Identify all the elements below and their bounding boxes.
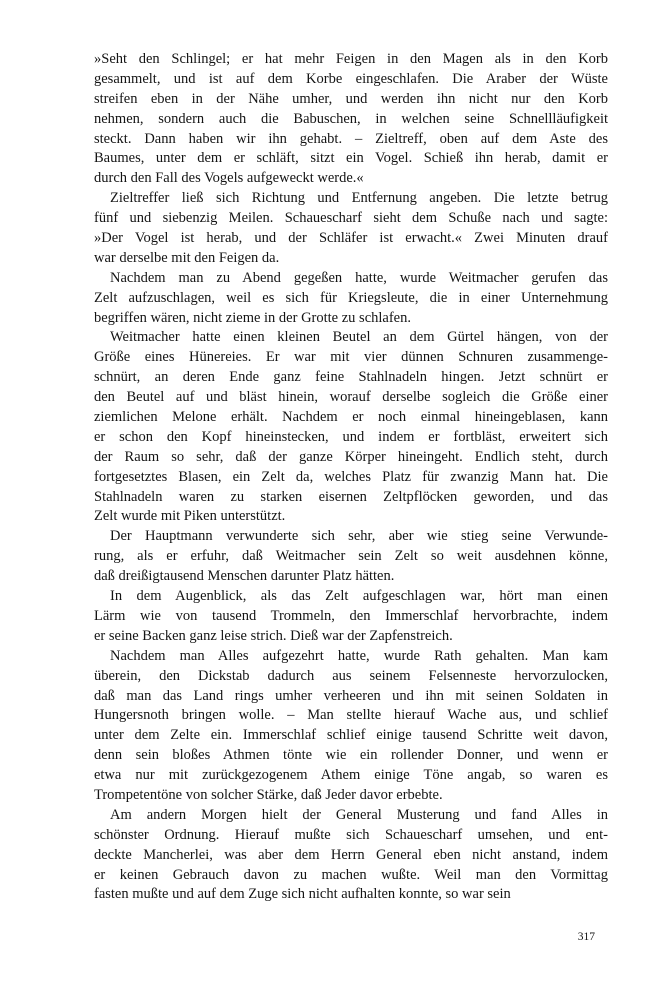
text-line: fünf und siebenzig Meilen. Schauescharf sieht dem Schuße nach und sagte: — [94, 210, 608, 227]
text-line: fortgesetztes Blasen, ein Zelt da, welches Platz für zwanzig Mann hat. Die — [94, 468, 608, 485]
text-block — [94, 50, 608, 905]
text-line: ziemlichen Melone erhält. Nachdem er noch einmal hineingeblasen, kann — [94, 409, 608, 426]
text-line: Nachdem man zu Abend gegeßen hatte, wurde Weitmacher gerufen das — [110, 269, 608, 286]
text-line: schönster Ordnung. Hierauf mußte sich Schauescharf umsehen, und ent- — [94, 826, 608, 843]
text-line: »Seht den Schlingel; er hat mehr Feigen in den Magen als in den Korb — [94, 51, 608, 67]
page-number: 317 — [577, 931, 595, 943]
text-line: nehmen, sondern auch die Babuschen, in welchen seine Schnellläufigkeit — [94, 110, 608, 127]
text-line: Nachdem man Alles aufgezehrt hatte, wurde Rath gehalten. Man kam — [110, 647, 608, 664]
text-line: »Der Vogel ist herab, und der Schläfer ist erwacht.« Zwei Minuten drauf — [94, 230, 608, 247]
text-line: In dem Augenblick, als das Zelt aufgeschlagen war, hört man einen — [110, 588, 608, 605]
text-line: Hungersnoth bringen wolle. – Man stellte hierauf Wache aus, und schlief — [94, 707, 608, 724]
text-line: Der Hauptmann verwunderte sich sehr, aber wie stieg seine Verwunde- — [110, 528, 608, 545]
text-line: steckt. Dann haben wir ihn gehabt. – Zieltreff, oben auf dem Aste des — [94, 130, 608, 147]
text-line: Zelt wurde mit Piken unterstützt. — [94, 508, 286, 525]
text-line: daß man das Land rings umher verheeren und ihn mit seinen Soldaten in — [94, 687, 608, 704]
text-line: Lärm wie von tausend Trommeln, den Immerschlaf hervorbrachte, indem — [94, 607, 608, 624]
text-line: schnürt, an deren Ende ganz feine Stahlnadeln hingen. Jetzt schnürt er — [94, 369, 608, 386]
text-line: durch den Fall des Vogels aufgeweckt werde.« — [94, 170, 364, 187]
text-line: fasten mußte und auf dem Zuge sich nicht aufhalten konnte, so war sein — [94, 886, 511, 903]
text-line: daß dreißigtausend Menschen darunter Platz hätten. — [94, 568, 395, 585]
text-line: rung, als er erfuhr, daß Weitmacher sein Zelt so weit ausdehnen könne, — [94, 548, 608, 565]
text-line: er keinen Gebrauch davon zu machen wußte. Weil man den Vormittag — [94, 866, 608, 883]
text-line: streifen eben in der Nähe umher, und werden ihn nicht nur den Korb — [94, 90, 608, 107]
text-line: Stahlnadeln waren zu starken eisernen Zeltpflöcken geworden, und das — [94, 488, 608, 505]
text-line: gesammelt, und ist auf dem Korbe eingeschlafen. Die Araber der Wüste — [94, 70, 608, 87]
text-line: war derselbe mit den Feigen da. — [94, 249, 280, 266]
text-line: unter dem Zelte ein. Immerschlaf schlief einige tausend Schritte weit davon, — [94, 727, 608, 744]
text-line: etwa nur mit zurückgezogenem Athem einige Töne angab, so waren es — [94, 767, 608, 784]
text-line: den Beutel auf und bläst hinein, worauf derselbe sogleich die Größe einer — [94, 389, 608, 406]
text-line: er seine Backen ganz leise strich. Dieß war der Zapfenstreich. — [94, 627, 453, 644]
text-line: Weitmacher hatte einen kleinen Beutel an dem Gürtel hängen, von der — [110, 329, 608, 346]
text-line: der Raum so sehr, daß der ganze Körper hineingeht. Endlich steht, durch — [94, 448, 608, 465]
text-line: Zelt aufzuschlagen, weil es sich für Kriegsleute, die in einer Unternehmung — [94, 289, 608, 306]
text-line: begriffen wären, nicht zieme in der Grotte zu schlafen. — [94, 309, 411, 326]
text-line: er schon den Kopf hineinstecken, und indem er fortbläst, erweitert sich — [94, 428, 608, 445]
text-line: Baumes, unter dem er schläft, sitzt ein Vogel. Schieß ihn herab, damit er — [94, 150, 608, 167]
text-line: überein, den Dickstab dadurch aus seinem Felsenneste hervorzulocken, — [94, 667, 608, 684]
text-line: denn sein bloßes Athmen tönte wie ein rollender Donner, und wenn er — [94, 747, 608, 764]
text-line: Zieltreffer ließ sich Richtung und Entfernung angeben. Die letzte betrug — [110, 190, 608, 207]
text-line: Am andern Morgen hielt der General Musterung und fand Alles in — [110, 806, 608, 823]
text-line: deckte Mancherlei, was aber dem Herrn General eben nicht anstand, indem — [94, 846, 608, 863]
text-line: Trompetentöne von solcher Stärke, daß Jeder davor erbebte. — [94, 786, 443, 803]
text-line: Größe eines Hünereies. Er war mit vier dünnen Schnuren zusammenge- — [94, 349, 608, 366]
